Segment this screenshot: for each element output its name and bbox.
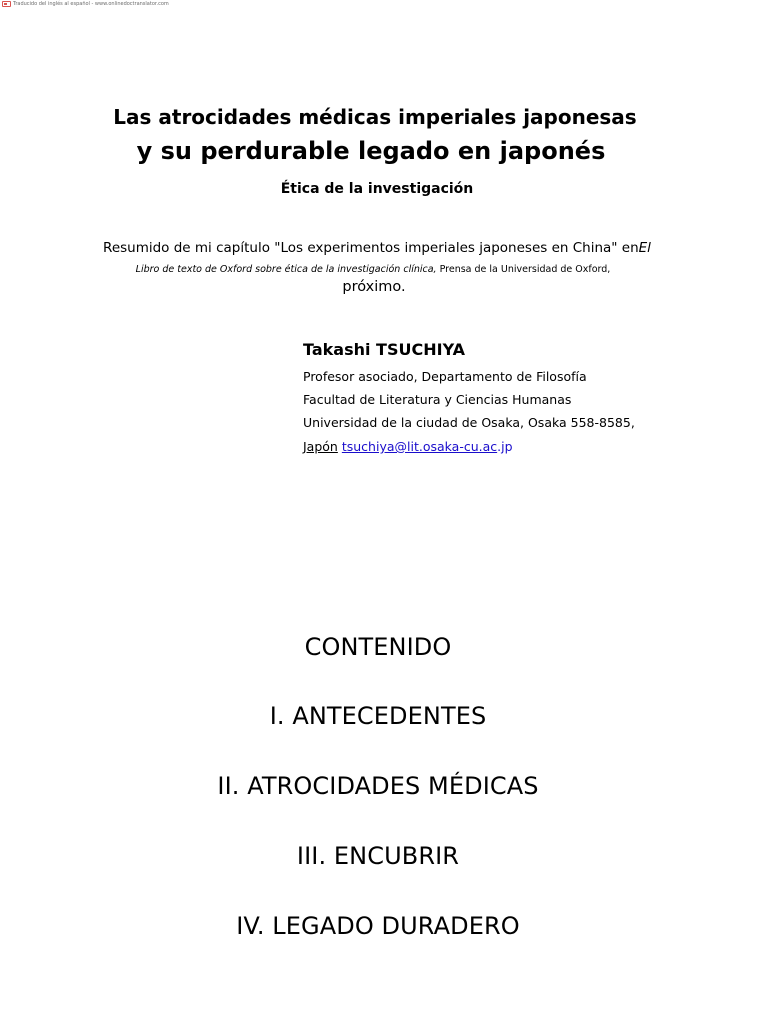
contents-item: I. ANTECEDENTES bbox=[269, 702, 487, 730]
book-title: Libro de texto de Oxford sobre ética de la investigación clínica, bbox=[135, 264, 437, 275]
translate-icon bbox=[2, 1, 11, 7]
publisher: Prensa de la Universidad de Oxford, bbox=[436, 264, 611, 275]
summary-line-1-text: Resumido de mi capítulo "Los experimentos imperiales japoneses en China" en bbox=[103, 240, 639, 256]
contents-heading: CONTENIDO bbox=[304, 633, 452, 661]
author-position: Profesor asociado, Departamento de Filosofía bbox=[303, 369, 587, 384]
document-title-line-2: y su perdurable legado en japonés bbox=[136, 137, 606, 165]
document-title-line-1: Las atrocidades médicas imperiales japonesas bbox=[113, 105, 637, 129]
summary-line-2 bbox=[0, 264, 746, 275]
author-university: Universidad de la ciudad de Osaka, Osaka 558-8585, bbox=[303, 415, 635, 430]
author-name: Takashi TSUCHIYA bbox=[303, 340, 466, 359]
author-country: Japón bbox=[303, 439, 338, 454]
summary-line-3: próximo. bbox=[342, 279, 406, 295]
summary-line-1-italic: El bbox=[638, 240, 651, 256]
author-faculty: Facultad de Literatura y Ciencias Humanas bbox=[303, 392, 572, 407]
translation-banner[interactable] bbox=[2, 0, 169, 8]
translation-banner-text[interactable]: Traducido del inglés al español - www.onlinedoctranslator.com bbox=[13, 1, 169, 7]
author-contact bbox=[303, 439, 513, 454]
summary-line-1 bbox=[0, 240, 754, 256]
author-email-link[interactable]: tsuchiya@lit.osaka-cu.ac bbox=[341, 439, 498, 454]
contents-item: II. ATROCIDADES MÉDICAS bbox=[217, 772, 539, 800]
contents-item: IV. LEGADO DURADERO bbox=[236, 912, 520, 940]
document-subtitle: Ética de la investigación bbox=[280, 181, 474, 197]
contents-item: III. ENCUBRIR bbox=[296, 842, 460, 870]
author-email-tail[interactable]: .jp bbox=[497, 439, 513, 454]
